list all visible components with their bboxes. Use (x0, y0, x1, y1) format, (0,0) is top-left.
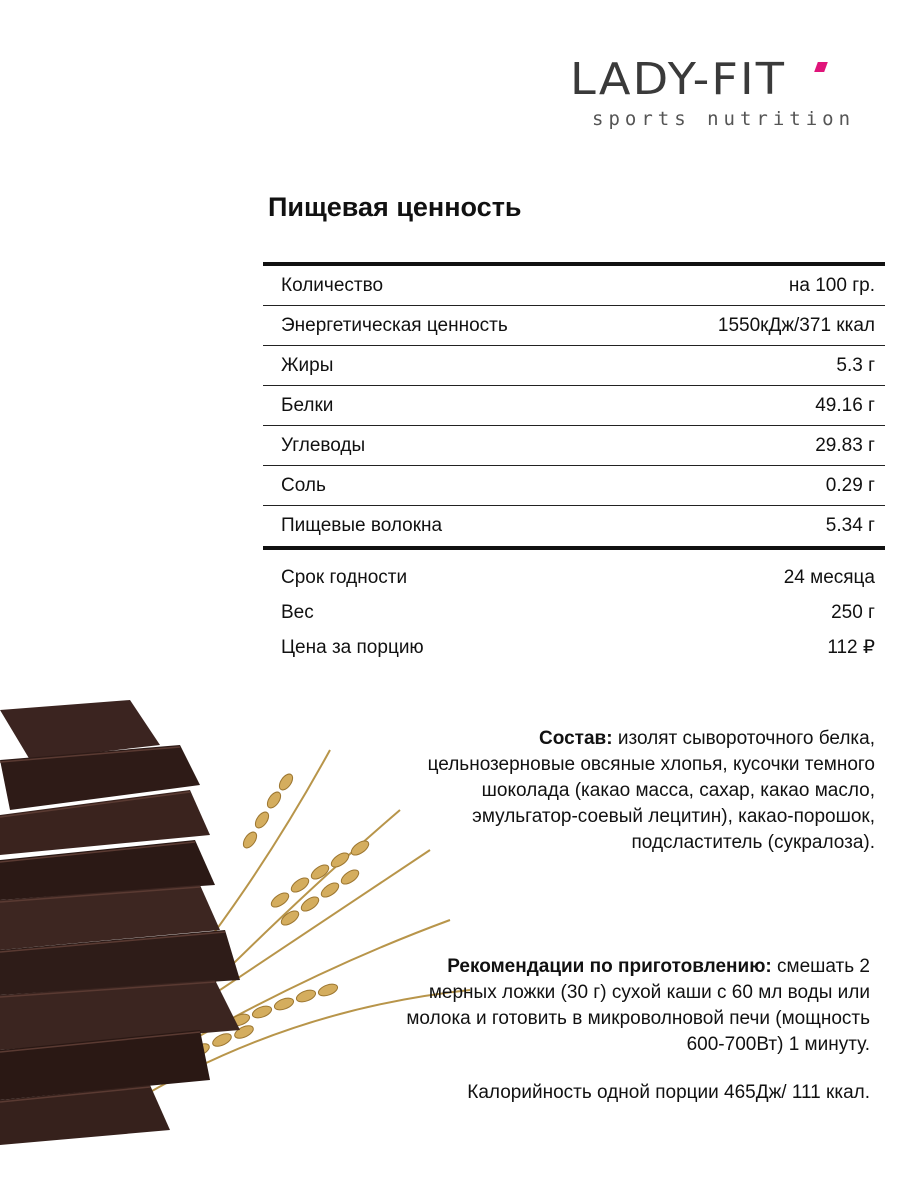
row-label: Энергетическая ценность (281, 314, 508, 336)
table-row (263, 266, 885, 306)
detail-value: 112 ₽ (827, 637, 875, 658)
composition-text (400, 726, 875, 856)
composition-heading: Состав: (539, 728, 613, 749)
brand-name: LADY-FIT (570, 54, 787, 105)
calories-note: Калорийность одной порции 465Дж/ 111 ккал. (467, 1082, 870, 1103)
detail-row (281, 630, 875, 665)
table-row (263, 466, 885, 506)
row-value: 5.34 г (825, 515, 875, 536)
detail-value: 250 г (831, 601, 875, 623)
preparation-heading: Рекомендации по приготовлению: (447, 956, 772, 977)
row-label: Соль (281, 474, 326, 496)
detail-value: 24 месяца (783, 566, 875, 588)
row-value: 49.16 г (815, 394, 875, 416)
row-value: 29.83 г (815, 434, 875, 456)
row-label: Жиры (281, 354, 334, 376)
detail-label: Вес (281, 601, 314, 623)
row-value: 5.3 г (836, 354, 875, 376)
preparation-text (400, 954, 870, 1058)
table-row (263, 426, 885, 466)
brand-logo (570, 54, 870, 138)
logo-accent-mark (814, 62, 828, 72)
detail-label: Срок годности (281, 566, 408, 588)
detail-row (281, 595, 875, 630)
nutrition-title: Пищевая ценность (268, 192, 522, 222)
preparation-body: смешать 2 мерных ложки (30 г) сухой каши с 60 мл воды или молока и готовить в микроволновой печи (мощность 600-700Вт) 1 минуту. (406, 956, 870, 1055)
composition-body: изолят сывороточного белка, цельнозерновые овсяные хлопья, кусочки темного шоколада (какао масса, сахар, какао масло, эмульгатор-соевый лецитин), какао-порошок, подсластитель (сукралоза). (427, 728, 875, 853)
row-label: Количество (281, 274, 384, 296)
detail-row (281, 560, 875, 595)
table-row (263, 346, 885, 386)
product-details (281, 560, 875, 665)
row-value: 0.29 г (825, 474, 875, 496)
brand-tagline: sports nutrition (592, 108, 856, 130)
row-value: 1550кДж/371 ккал (717, 314, 875, 336)
table-row (263, 386, 885, 426)
row-label: Белки (281, 394, 334, 416)
nutrition-table (263, 262, 885, 550)
row-value: на 100 гр. (788, 274, 875, 296)
table-row (263, 306, 885, 346)
detail-label: Цена за порцию (281, 636, 424, 658)
chocolate-icon (0, 700, 240, 1145)
row-label: Пищевые волокна (281, 515, 443, 536)
row-label: Углеводы (281, 434, 366, 456)
table-row (263, 506, 885, 546)
